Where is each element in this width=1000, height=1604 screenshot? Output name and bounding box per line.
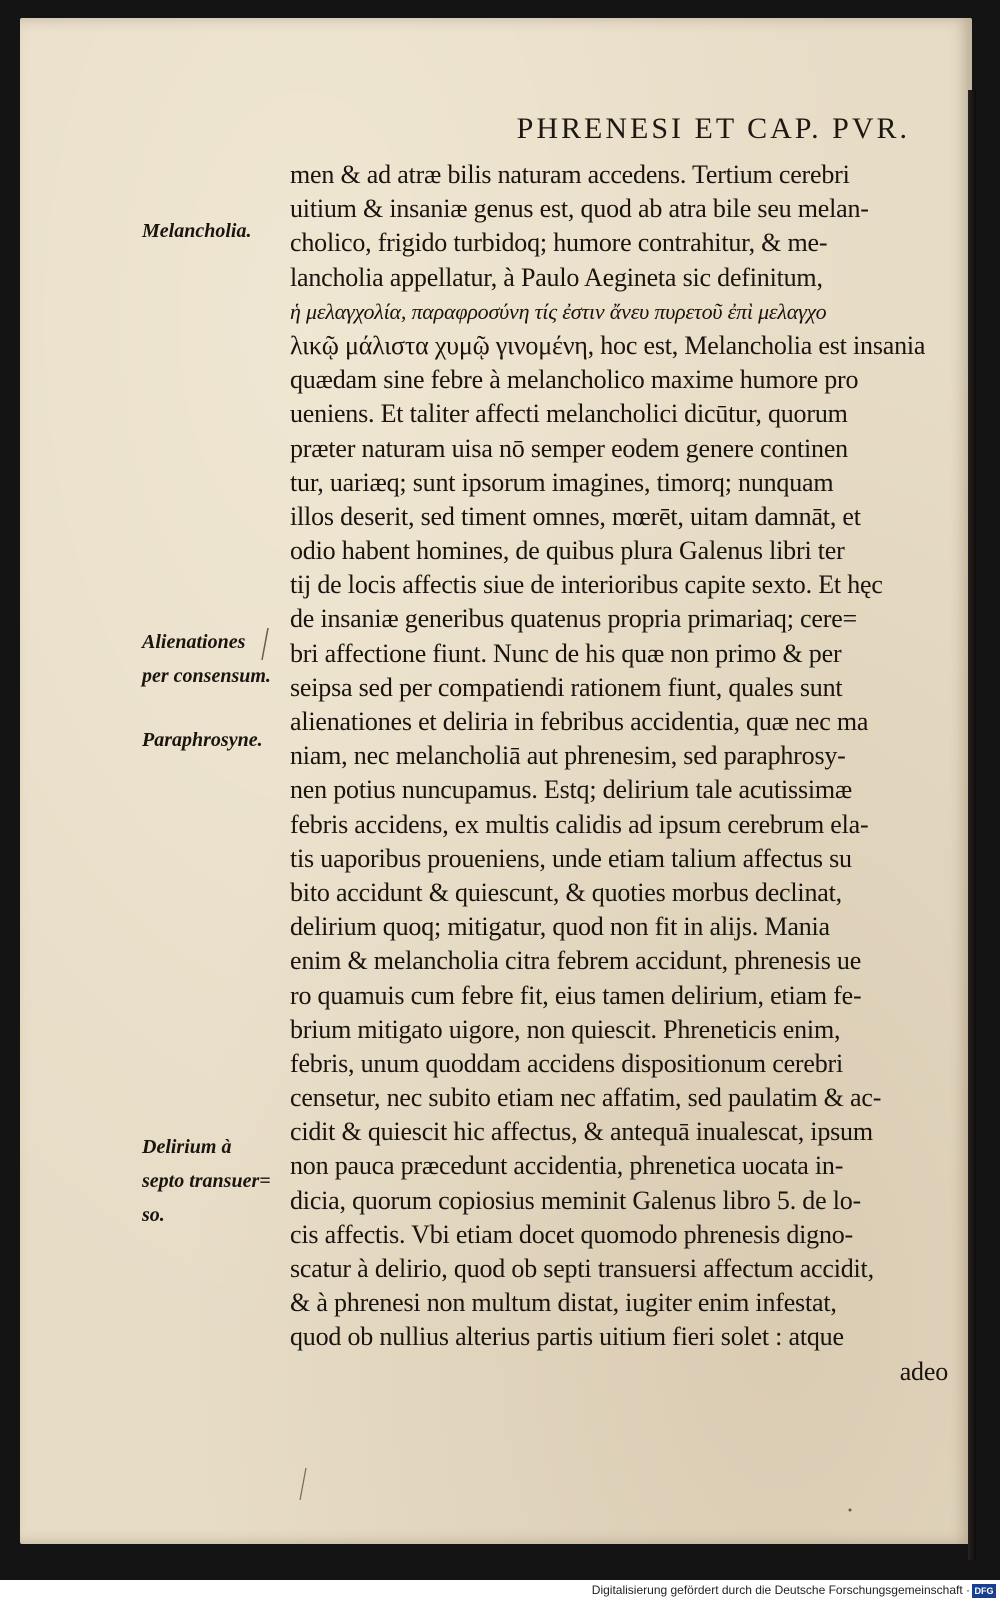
marginal-note-line: so. [142, 1204, 165, 1226]
footer-bar [0, 1580, 1000, 1604]
marginal-note-line: septo transuer= [142, 1170, 271, 1192]
text-line: men & ad atræ bilis naturam accedens. Tertium cerebri [290, 160, 850, 189]
marginal-note-line: per consensum. [142, 665, 271, 687]
text-line: bri affectione fiunt. Nunc de his quæ non primo & per [290, 638, 842, 668]
text-line: tij de locis affectis siue de interioribus capite sexto. Et hęc [290, 570, 883, 600]
paper-mark [262, 628, 268, 660]
text-line: dicia, quorum copiosius meminit Galenus libro 5. de lo- [290, 1185, 862, 1215]
text-line: bito accidunt & quiescunt, & quoties morbus declinat, [290, 877, 842, 907]
text-line: scatur à delirio, quod ob septi transuersi affectum accidit, [290, 1254, 874, 1283]
text-line: uitium & insaniæ genus est, quod ab atra bile seu melan- [290, 194, 869, 224]
digitization-credit: Digitalisierung gefördert durch die Deutsche Forschungsgemeinschaft · [591, 1583, 970, 1597]
text-line: nen potius nuncupamus. Estq; delirium tale acutissimæ [290, 775, 853, 805]
text-line: cholico, frigido turbidoq; humore contrahitur, & me- [290, 228, 828, 258]
text-line: seipsa sed per compatiendi rationem fiunt, quales sunt [290, 672, 843, 702]
text-line: ueniens. Et taliter affecti melancholici dicūtur, quorum [290, 399, 848, 429]
text-line: cidit & quiescit hic affectus, & antequā inualescat, ipsum [290, 1117, 873, 1147]
marginal-note-line: Melancholia. [142, 220, 252, 242]
paper-mark [849, 1509, 852, 1512]
text-line: brium mitigato uigore, non quiescit. Phreneticis enim, [290, 1014, 841, 1044]
text-line: & à phrenesi non multum distat, iugiter enim infestat, [290, 1288, 837, 1318]
text-line: tis uaporibus proueniens, unde etiam talium affectus su [290, 843, 852, 873]
catchword: adeo [899, 1356, 948, 1386]
text-line: febris accidens, ex multis calidis ad ipsum cerebrum ela- [290, 809, 869, 839]
marginal-note-line: Paraphrosyne. [142, 729, 263, 751]
paper-mark [300, 1468, 306, 1500]
running-head: PHRENESI ET CAP. PVR. [516, 112, 910, 145]
text-line: cis affectis. Vbi etiam docet quomodo phrenesis digno- [290, 1219, 854, 1249]
text-line: delirium quoq; mitigatur, quod non fit in alijs. Mania [290, 912, 830, 942]
text-line: censetur, nec subito etiam nec affatim, sed paulatim & ac- [290, 1083, 882, 1113]
text-line: non pauca præcedunt accidentia, phrenetica uocata in- [290, 1151, 844, 1181]
text-line: niam, nec melancholiā aut phrenesim, sed paraphrosy- [290, 741, 846, 771]
text-line: quædam sine febre à melancholico maxime humore pro [290, 365, 859, 395]
text-line: febris, unum quoddam accidens dispositionum cerebri [290, 1048, 844, 1078]
text-line: ro quamuis cum febre fit, eius tamen delirium, etiam fe- [290, 980, 862, 1010]
text-line: λικῷ μάλιστα χυμῷ γινομένη, hoc est, Melancholia est insania [290, 330, 926, 360]
text-line: præter naturam uisa nō semper eodem genere continen [290, 433, 848, 463]
text-line: quod ob nullius alterius partis uitium fieri solet : atque [290, 1322, 844, 1352]
text-line: illos deserit, sed timent omnes, mœrēt, uitam damnāt, et [290, 501, 861, 531]
marginal-note-line: Delirium à [142, 1136, 232, 1158]
text-line-greek: ἡ μελαγχολία, παραφροσύνη τίς ἐστιν ἄνευ πυρετοῦ ἐπὶ μελαγχο [290, 298, 827, 324]
dfg-logo: DFG [972, 1584, 996, 1598]
text-line: de insaniæ generibus quatenus propria primariaq; cere= [290, 604, 858, 634]
text-line: odio habent homines, de quibus plura Galenus libri ter [290, 536, 845, 566]
marginal-note-line: Alienationes [142, 631, 246, 653]
text-line: lancholia appellatur, à Paulo Aegineta sic definitum, [290, 262, 823, 292]
text-line: tur, uariæq; sunt ipsorum imagines, timorq; nunquam [290, 467, 834, 497]
text-line: enim & melancholia citra febrem accidunt, phrenesis ue [290, 946, 862, 976]
text-line: alienationes et deliria in febribus accidentia, quæ nec ma [290, 707, 869, 736]
